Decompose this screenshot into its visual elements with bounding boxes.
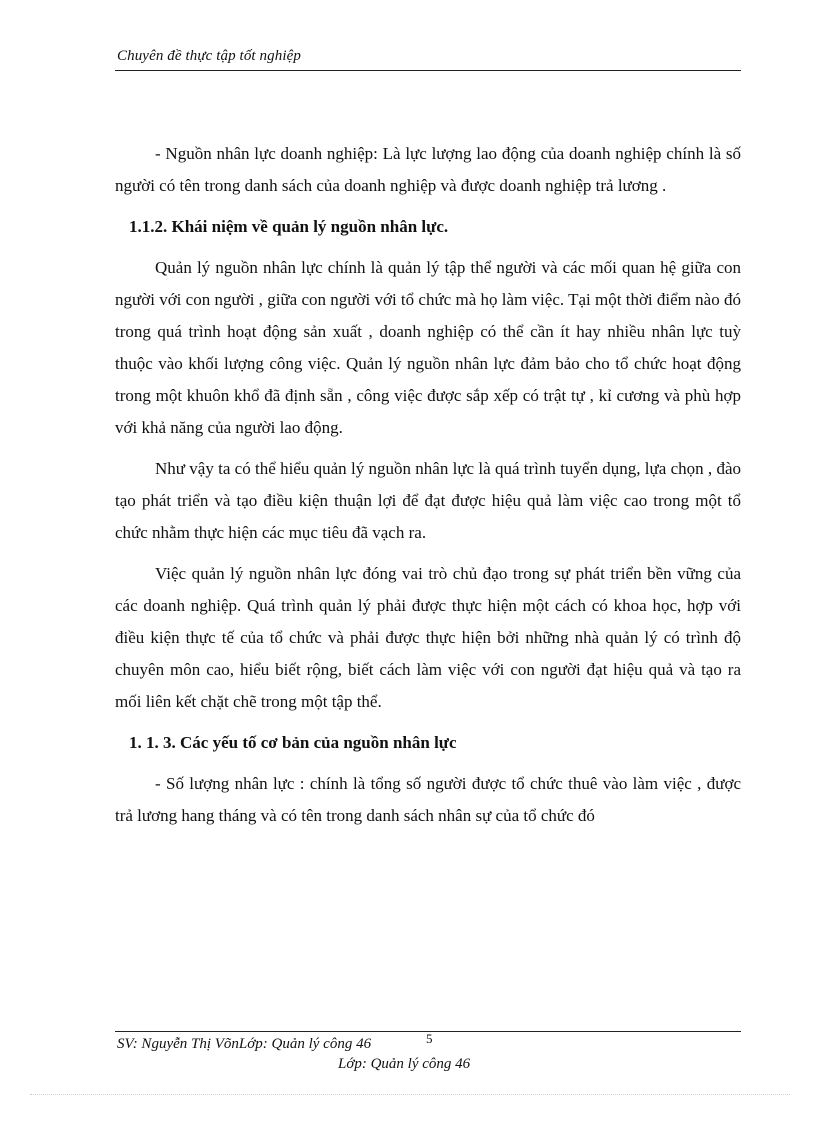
page-body: [115, 138, 741, 841]
paragraph-hr-management-definition: Quản lý nguồn nhân lực chính là quản lý tập thể người và các mối quan hệ giữa con người với con người , giữa con người với tổ chức mà họ làm việc. Tại một thời điểm nào đó trong quá trình hoạt động sản xuất , doanh nghiệp có thể cần ít hay nhiều nhân lực tuỳ thuộc vào khối lượng công việc. Quản lý nguồn nhân lực đảm bảo cho tổ chức hoạt động trong một khuôn khổ đã định sẵn , công việc được sắp xếp có trật tự , kỉ cương và phù hợp với khả năng của người lao động.: [115, 258, 741, 437]
paragraph-workforce-quantity: - Số lượng nhân lực : chính là tổng số người được tổ chức thuê vào làm việc , được trả lương hang tháng và có tên trong danh sách nhân sự của tổ chức đó: [115, 774, 741, 825]
page-bottom-dotted-line: [30, 1094, 790, 1095]
footer-class-info: Lớp: Quản lý công 46: [338, 1056, 471, 1072]
paragraph-hr-management-role: Việc quản lý nguồn nhân lực đóng vai trò chủ đạo trong sự phát triển bền vững của các doanh nghiệp. Quá trình quản lý phải được thực hiện một cách có khoa học, hợp với điều kiện thực tế của tổ chức và phải được thực hiện bởi những nhà quản lý có trình độ chuyên môn cao, hiểu biết rộng, biết cách làm việc với con người đạt hiệu quả và tạo ra mối liên kết chặt chẽ trong một tập thể.: [115, 564, 741, 711]
paragraph-hr-management-understanding: Như vậy ta có thể hiểu quản lý nguồn nhân lực là quá trình tuyển dụng, lựa chọn , đào tạo phát triển và tạo điều kiện thuận lợi để đạt được hiệu quả làm việc cao trong một tổ chức nhằm thực hiện các mục tiêu đã vạch ra.: [115, 459, 741, 542]
footer-student-info: SV: Nguyễn Thị VõnLớp: Quản lý công 46: [117, 1036, 372, 1052]
running-header-title: Chuyên đề thực tập tốt nghiệp: [117, 48, 301, 64]
section-heading-1-1-3: 1. 1. 3. Các yếu tố cơ bản của nguồn nhân lực: [129, 733, 457, 752]
section-heading-1-1-2: 1.1.2. Khái niệm về quản lý nguồn nhân lực.: [129, 217, 449, 236]
header-divider: [115, 70, 741, 71]
page-number: 5: [426, 1031, 433, 1046]
paragraph-enterprise-hr: - Nguồn nhân lực doanh nghiệp: Là lực lượng lao động của doanh nghiệp chính là số người có tên trong danh sách của doanh nghiệp và được doanh nghiệp trả lương .: [115, 144, 741, 195]
